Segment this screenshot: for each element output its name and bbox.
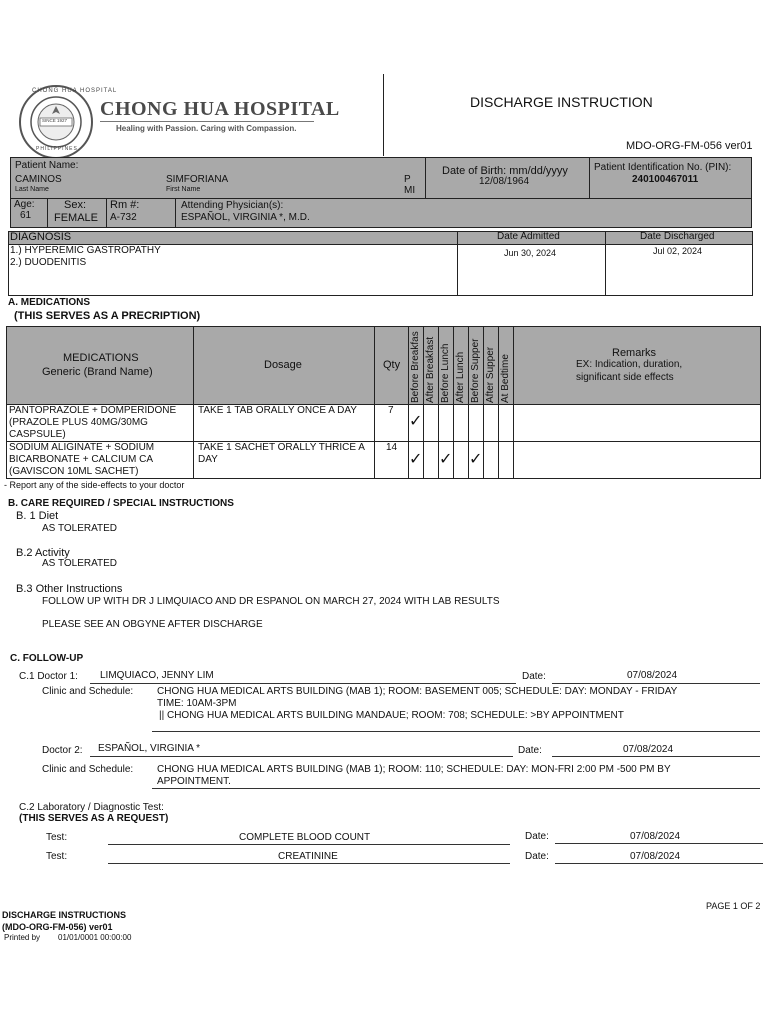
test-2-date-label: Date: xyxy=(525,851,549,862)
med-row-2-name-3: (GAVISCON 10ML SACHET) xyxy=(9,466,139,477)
test-2-date: 07/08/2024 xyxy=(630,851,681,862)
remarks-hint-2: significant side effects xyxy=(576,372,674,383)
med-row-2-check-3: ✓ xyxy=(439,449,453,468)
sex-label: Sex: xyxy=(64,199,87,211)
diagnosis-label: DIAGNOSIS xyxy=(10,231,72,243)
activity-value: AS TOLERATED xyxy=(42,558,118,569)
doctor1-date-label: Date: xyxy=(522,671,546,682)
last-name-label: Last Name xyxy=(15,186,49,193)
test-2-label: Test: xyxy=(46,851,68,862)
other-instructions-label: B.3 Other Instructions xyxy=(16,583,123,595)
diagnosis-item-1: 1.) HYPEREMIC GASTROPATHY xyxy=(10,245,161,256)
doctor1-name: LIMQUIACO, JENNY LIM xyxy=(100,670,214,681)
col-generic-brand: Generic (Brand Name) xyxy=(42,366,153,378)
room-value: A-732 xyxy=(110,212,137,223)
doctor2-clinic-1: CHONG HUA MEDICAL ARTS BUILDING (MAB 1); ROOM: 110; SCHEDULE: DAY: MON-FRI 2:00 PM -500 PM BY xyxy=(157,764,671,775)
col-dosage: Dosage xyxy=(264,359,302,371)
medications-subtitle: (THIS SERVES AS A PRECRIPTION) xyxy=(14,310,201,322)
care-title: B. CARE REQUIRED / SPECIAL INSTRUCTIONS xyxy=(8,498,234,509)
doctor1-date: 07/08/2024 xyxy=(627,670,678,681)
other-instructions-line-2: PLEASE SEE AN OBGYNE AFTER DISCHARGE xyxy=(42,619,263,630)
doctor1-clinic-1: CHONG HUA MEDICAL ARTS BUILDING (MAB 1); ROOM: BASEMENT 005; SCHEDULE: DAY: MONDAY - FRIDAY xyxy=(157,686,678,697)
doctor2-date: 07/08/2024 xyxy=(623,744,674,755)
col-remarks: Remarks xyxy=(612,347,657,359)
patient-name-label: Patient Name: xyxy=(15,160,79,171)
doctor2-clinic-2: APPOINTMENT. xyxy=(157,776,231,787)
patient-mi: P xyxy=(404,174,411,185)
col-after-breakfast: After Breakfast xyxy=(425,336,436,403)
med-row-1-name-3: CASPSULE) xyxy=(9,429,66,440)
date-admitted-value: Jun 30, 2024 xyxy=(504,248,557,258)
doctor2-clinic-label: Clinic and Schedule: xyxy=(42,764,134,775)
form-code: MDO-ORG-FM-056 ver01 xyxy=(626,140,753,152)
other-instructions-line-1: FOLLOW UP WITH DR J LIMQUIACO AND DR ESPANOL ON MARCH 27, 2024 WITH LAB RESULTS xyxy=(42,596,500,607)
activity-label: B.2 Activity xyxy=(16,547,70,559)
col-before-breakfast: Before Breakfas xyxy=(410,331,421,403)
lab-test-subtitle: (THIS SERVES AS A REQUEST) xyxy=(19,813,169,824)
medications-footnote: - Report any of the side-effects to your doctor xyxy=(4,480,185,490)
page-number: PAGE 1 OF 2 xyxy=(706,901,761,911)
medications-title: A. MEDICATIONS xyxy=(8,297,91,308)
col-at-bedtime: At Bedtime xyxy=(500,354,511,403)
med-row-1-dosage: TAKE 1 TAB ORALLY ONCE A DAY xyxy=(198,405,357,416)
med-row-1-check-1: ✓ xyxy=(409,411,423,430)
physician-label: Attending Physician(s): xyxy=(181,200,284,211)
seal-since: SINCE 1927 xyxy=(42,118,68,123)
med-row-1-qty: 7 xyxy=(388,405,394,416)
med-row-2-check-1: ✓ xyxy=(409,449,423,468)
hospital-name: CHONG HUA HOSPITAL xyxy=(100,98,340,120)
pin-label: Patient Identification No. (PIN): xyxy=(594,162,732,173)
room-label: Rm #: xyxy=(110,199,140,211)
doctor2-label: Doctor 2: xyxy=(42,745,83,756)
doctor1-label: C.1 Doctor 1: xyxy=(19,671,78,682)
date-discharged-value: Jul 02, 2024 xyxy=(653,246,703,256)
pin-value: 240100467011 xyxy=(632,174,699,185)
printed-at: 01/01/0001 00:00:00 xyxy=(58,933,132,942)
followup-title: C. FOLLOW-UP xyxy=(10,653,84,664)
hospital-tagline: Healing with Passion. Caring with Compassion. xyxy=(116,124,297,133)
first-name-label: First Name xyxy=(166,186,201,193)
document-title: DISCHARGE INSTRUCTION xyxy=(470,94,653,110)
diagnosis-item-2: 2.) DUODENITIS xyxy=(10,257,87,268)
med-row-1-name-1: PANTOPRAZOLE + DOMPERIDONE xyxy=(9,405,177,416)
diet-value: AS TOLERATED xyxy=(42,523,118,534)
mi-label: MI xyxy=(404,185,416,196)
test-1-date: 07/08/2024 xyxy=(630,831,681,842)
seal-text-bottom: PHILIPPINES xyxy=(36,146,78,152)
lab-test-label: C.2 Laboratory / Diagnostic Test: xyxy=(19,802,164,813)
date-discharged-label: Date Discharged xyxy=(640,231,715,242)
doctor1-clinic-3: || CHONG HUA MEDICAL ARTS BUILDING MANDAUE; ROOM: 708; SCHEDULE: >BY APPOINTMENT xyxy=(159,710,624,721)
col-after-supper: After Supper xyxy=(485,346,496,403)
dob-value: 12/08/1964 xyxy=(479,176,530,187)
date-admitted-label: Date Admitted xyxy=(497,231,560,242)
med-row-2-name-1: SODIUM ALIGINATE + SODIUM xyxy=(9,442,155,453)
col-after-lunch: After Lunch xyxy=(455,351,466,403)
remarks-hint-1: EX: Indication, duration, xyxy=(576,359,683,370)
diet-label: B. 1 Diet xyxy=(16,510,59,522)
doctor2-date-label: Date: xyxy=(518,745,542,756)
printed-by-label: Printed by xyxy=(4,933,41,942)
col-medications: MEDICATIONS xyxy=(63,352,139,364)
doctor1-clinic-label: Clinic and Schedule: xyxy=(42,686,134,697)
age-value: 61 xyxy=(20,210,32,221)
sex-value: FEMALE xyxy=(54,212,99,224)
test-1-date-label: Date: xyxy=(525,831,549,842)
footer-title-2: (MDO-ORG-FM-056) ver01 xyxy=(2,922,113,932)
physician-value: ESPAÑOL, VIRGINIA *, M.D. xyxy=(181,212,310,223)
med-row-2-qty: 14 xyxy=(386,442,398,453)
age-label: Age: xyxy=(14,199,35,210)
med-row-2-name-2: BICARBONATE + CALCIUM CA xyxy=(9,454,154,465)
med-row-1-name-2: (PRAZOLE PLUS 40MG/30MG xyxy=(9,417,148,428)
med-row-2-check-5: ✓ xyxy=(469,449,483,468)
test-1-name: COMPLETE BLOOD COUNT xyxy=(239,832,371,843)
seal-text-top: CHONG HUA HOSPITAL xyxy=(32,88,118,94)
med-row-2-dosage-1: TAKE 1 SACHET ORALLY THRICE A xyxy=(198,442,365,453)
med-row-2-dosage-2: DAY xyxy=(198,454,218,465)
col-before-supper: Before Supper xyxy=(470,338,481,403)
col-qty: Qty xyxy=(383,359,401,371)
doctor2-name: ESPAÑOL, VIRGINIA * xyxy=(98,743,201,754)
test-1-label: Test: xyxy=(46,832,68,843)
footer-title-1: DISCHARGE INSTRUCTIONS xyxy=(2,910,127,920)
patient-last-name: CAMINOS xyxy=(15,174,62,185)
patient-first-name: SIMFORIANA xyxy=(166,174,229,185)
doctor1-clinic-2: TIME: 10AM-3PM xyxy=(157,698,237,709)
test-2-name: CREATININE xyxy=(278,851,338,862)
dob-label: Date of Birth: mm/dd/yyyy xyxy=(442,165,568,177)
col-before-lunch: Before Lunch xyxy=(440,343,451,403)
